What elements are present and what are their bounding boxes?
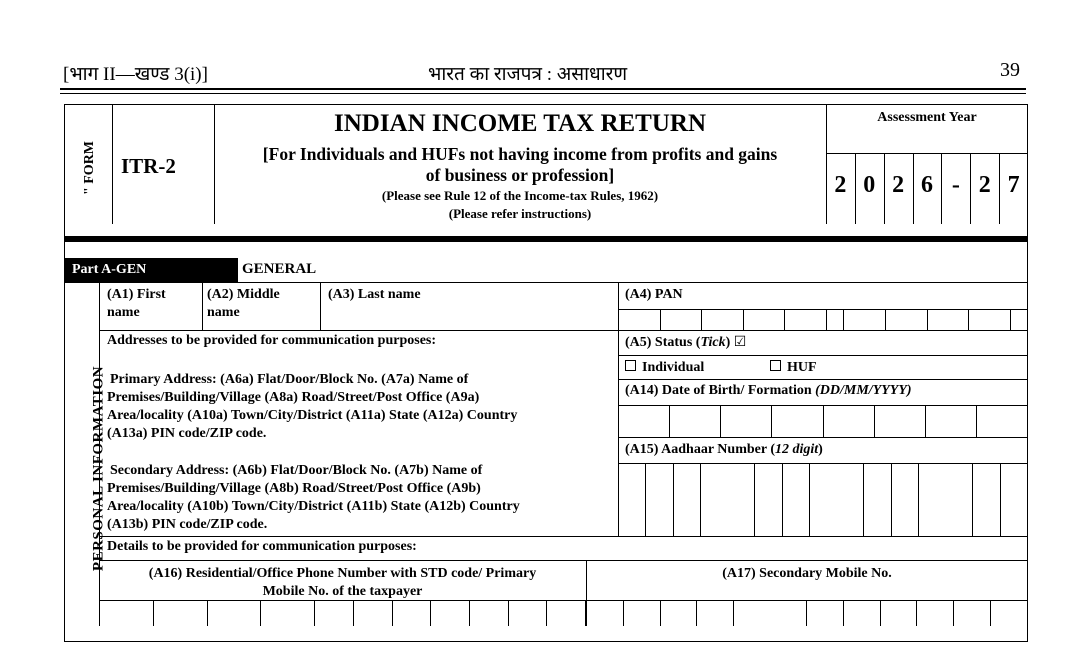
form-label-text: FORM (82, 140, 97, 184)
assessment-year-digit: 7 (1007, 172, 1020, 198)
aadhaar-label: (A15) Aadhaar Number (12 digit) (625, 442, 823, 457)
secondary-mobile-input-cells[interactable] (586, 600, 1028, 626)
status-rule (618, 355, 1028, 356)
status-option-individual[interactable]: Individual (625, 360, 704, 376)
first-name-label-1: (A1) First (107, 287, 166, 302)
assessment-year-digit: 2 (892, 172, 905, 198)
part-a-top-rule (64, 282, 1028, 283)
assessment-year-cell-divider (855, 153, 856, 224)
form-note-2: (Please refer instructions) (448, 206, 592, 221)
addresses-header: Addresses to be provided for communication purposes: (107, 333, 437, 348)
primary-address-2: Premises/Building/Village (A8a) Road/Street/Post Office (A9a) (107, 390, 480, 405)
form-label (82, 138, 98, 198)
status-label: (A5) Status (Tick) ☑ (625, 334, 747, 350)
details-header: Details to be provided for communication purposes: (107, 539, 417, 554)
middle-name-label-2: name (207, 305, 240, 320)
assessment-year-label: Assessment Year (877, 110, 977, 125)
form-mark: " (82, 187, 97, 196)
form-subtitle-1: [For Individuals and HUFs not having income from profits and gains (262, 144, 778, 164)
secondary-address-2: Premises/Building/Village (A8b) Road/Street/Post Office (A9b) (107, 481, 481, 496)
assessment-year-digit: 2 (978, 172, 991, 198)
details-rule (99, 560, 1028, 561)
status-option-huf[interactable]: HUF (770, 360, 817, 376)
aadhaar-input-cells[interactable] (618, 463, 1028, 536)
checkbox-icon (625, 360, 636, 371)
first-name-label-2: name (107, 305, 140, 320)
primary-address-3: Area/locality (A10a) Town/City/District (A11a) State (A12a) Country (107, 408, 518, 423)
assessment-year-cell-divider (970, 153, 971, 224)
tick-checkbox-icon: ☑ (733, 334, 747, 350)
page-header-center: भारत का राजपत्र : असाधारण (428, 64, 628, 85)
dob-input-cells[interactable] (618, 405, 1028, 437)
pan-label: (A4) PAN (625, 287, 683, 302)
name-divider-1 (202, 282, 203, 330)
personal-information-label: PERSONAL INFORMATION (90, 365, 107, 572)
assessment-year-digit: - (951, 172, 960, 198)
primary-address-1: Primary Address: (A6a) Flat/Door/Block No. (A7a) Name of (110, 372, 469, 387)
dob-bottom-rule (618, 437, 1028, 438)
assessment-year-cell-divider (913, 153, 914, 224)
part-a-title: GENERAL (242, 261, 317, 277)
name-row-bottom-rule (99, 330, 1028, 331)
checkbox-icon (770, 360, 781, 371)
assessment-year-cell-divider (941, 153, 942, 224)
phone-label-2: Mobile No. of the taxpayer (262, 584, 423, 599)
dob-label: (A14) Date of Birth/ Formation (DD/MM/YYYY) (625, 383, 912, 398)
secondary-mobile-label: (A17) Secondary Mobile No. (722, 566, 892, 581)
form-subtitle-2: of business or profession] (425, 165, 615, 185)
phone-input-cells[interactable] (99, 600, 586, 626)
phone-label-1: (A16) Residential/Office Phone Number with STD code/ Primary (148, 566, 537, 581)
middle-name-label-1: (A2) Middle (207, 287, 280, 302)
header-rule-thick (60, 88, 1026, 90)
secondary-address-1: Secondary Address: (A6b) Flat/Door/Block No. (A7b) Name of (110, 463, 483, 478)
last-name-label: (A3) Last name (328, 287, 421, 302)
status-options-rule (618, 379, 1028, 380)
secondary-address-4: (A13b) PIN code/ZIP code. (107, 517, 268, 532)
assessment-year-digit: 6 (921, 172, 933, 198)
part-a-label: Part A-GEN (64, 258, 238, 282)
assessment-year-cell-divider (999, 153, 1000, 224)
form-code: ITR-2 (121, 154, 176, 178)
name-divider-2 (320, 282, 321, 330)
assessment-year-cell-divider (884, 153, 885, 224)
pan-input-cells[interactable] (618, 309, 1028, 330)
secondary-address-3: Area/locality (A10b) Town/City/District (A11b) State (A12b) Country (107, 499, 520, 514)
primary-address-4: (A13a) PIN code/ZIP code. (107, 426, 267, 441)
form-note-1: (Please see Rule 12 of the Income-tax Rules, 1962) (381, 188, 659, 203)
header-rule-thin (60, 93, 1026, 94)
page-header-left: [भाग II—खण्ड 3(i)] (63, 64, 208, 85)
form-divider-1 (112, 104, 113, 224)
form-title: INDIAN INCOME TAX RETURN (333, 110, 707, 137)
page-number: 39 (1000, 59, 1020, 81)
address-block-bottom-rule (99, 536, 1028, 537)
assessment-year-rule (826, 153, 1028, 154)
assessment-year-digit: 0 (863, 172, 876, 198)
assessment-year-digit: 2 (834, 172, 847, 198)
